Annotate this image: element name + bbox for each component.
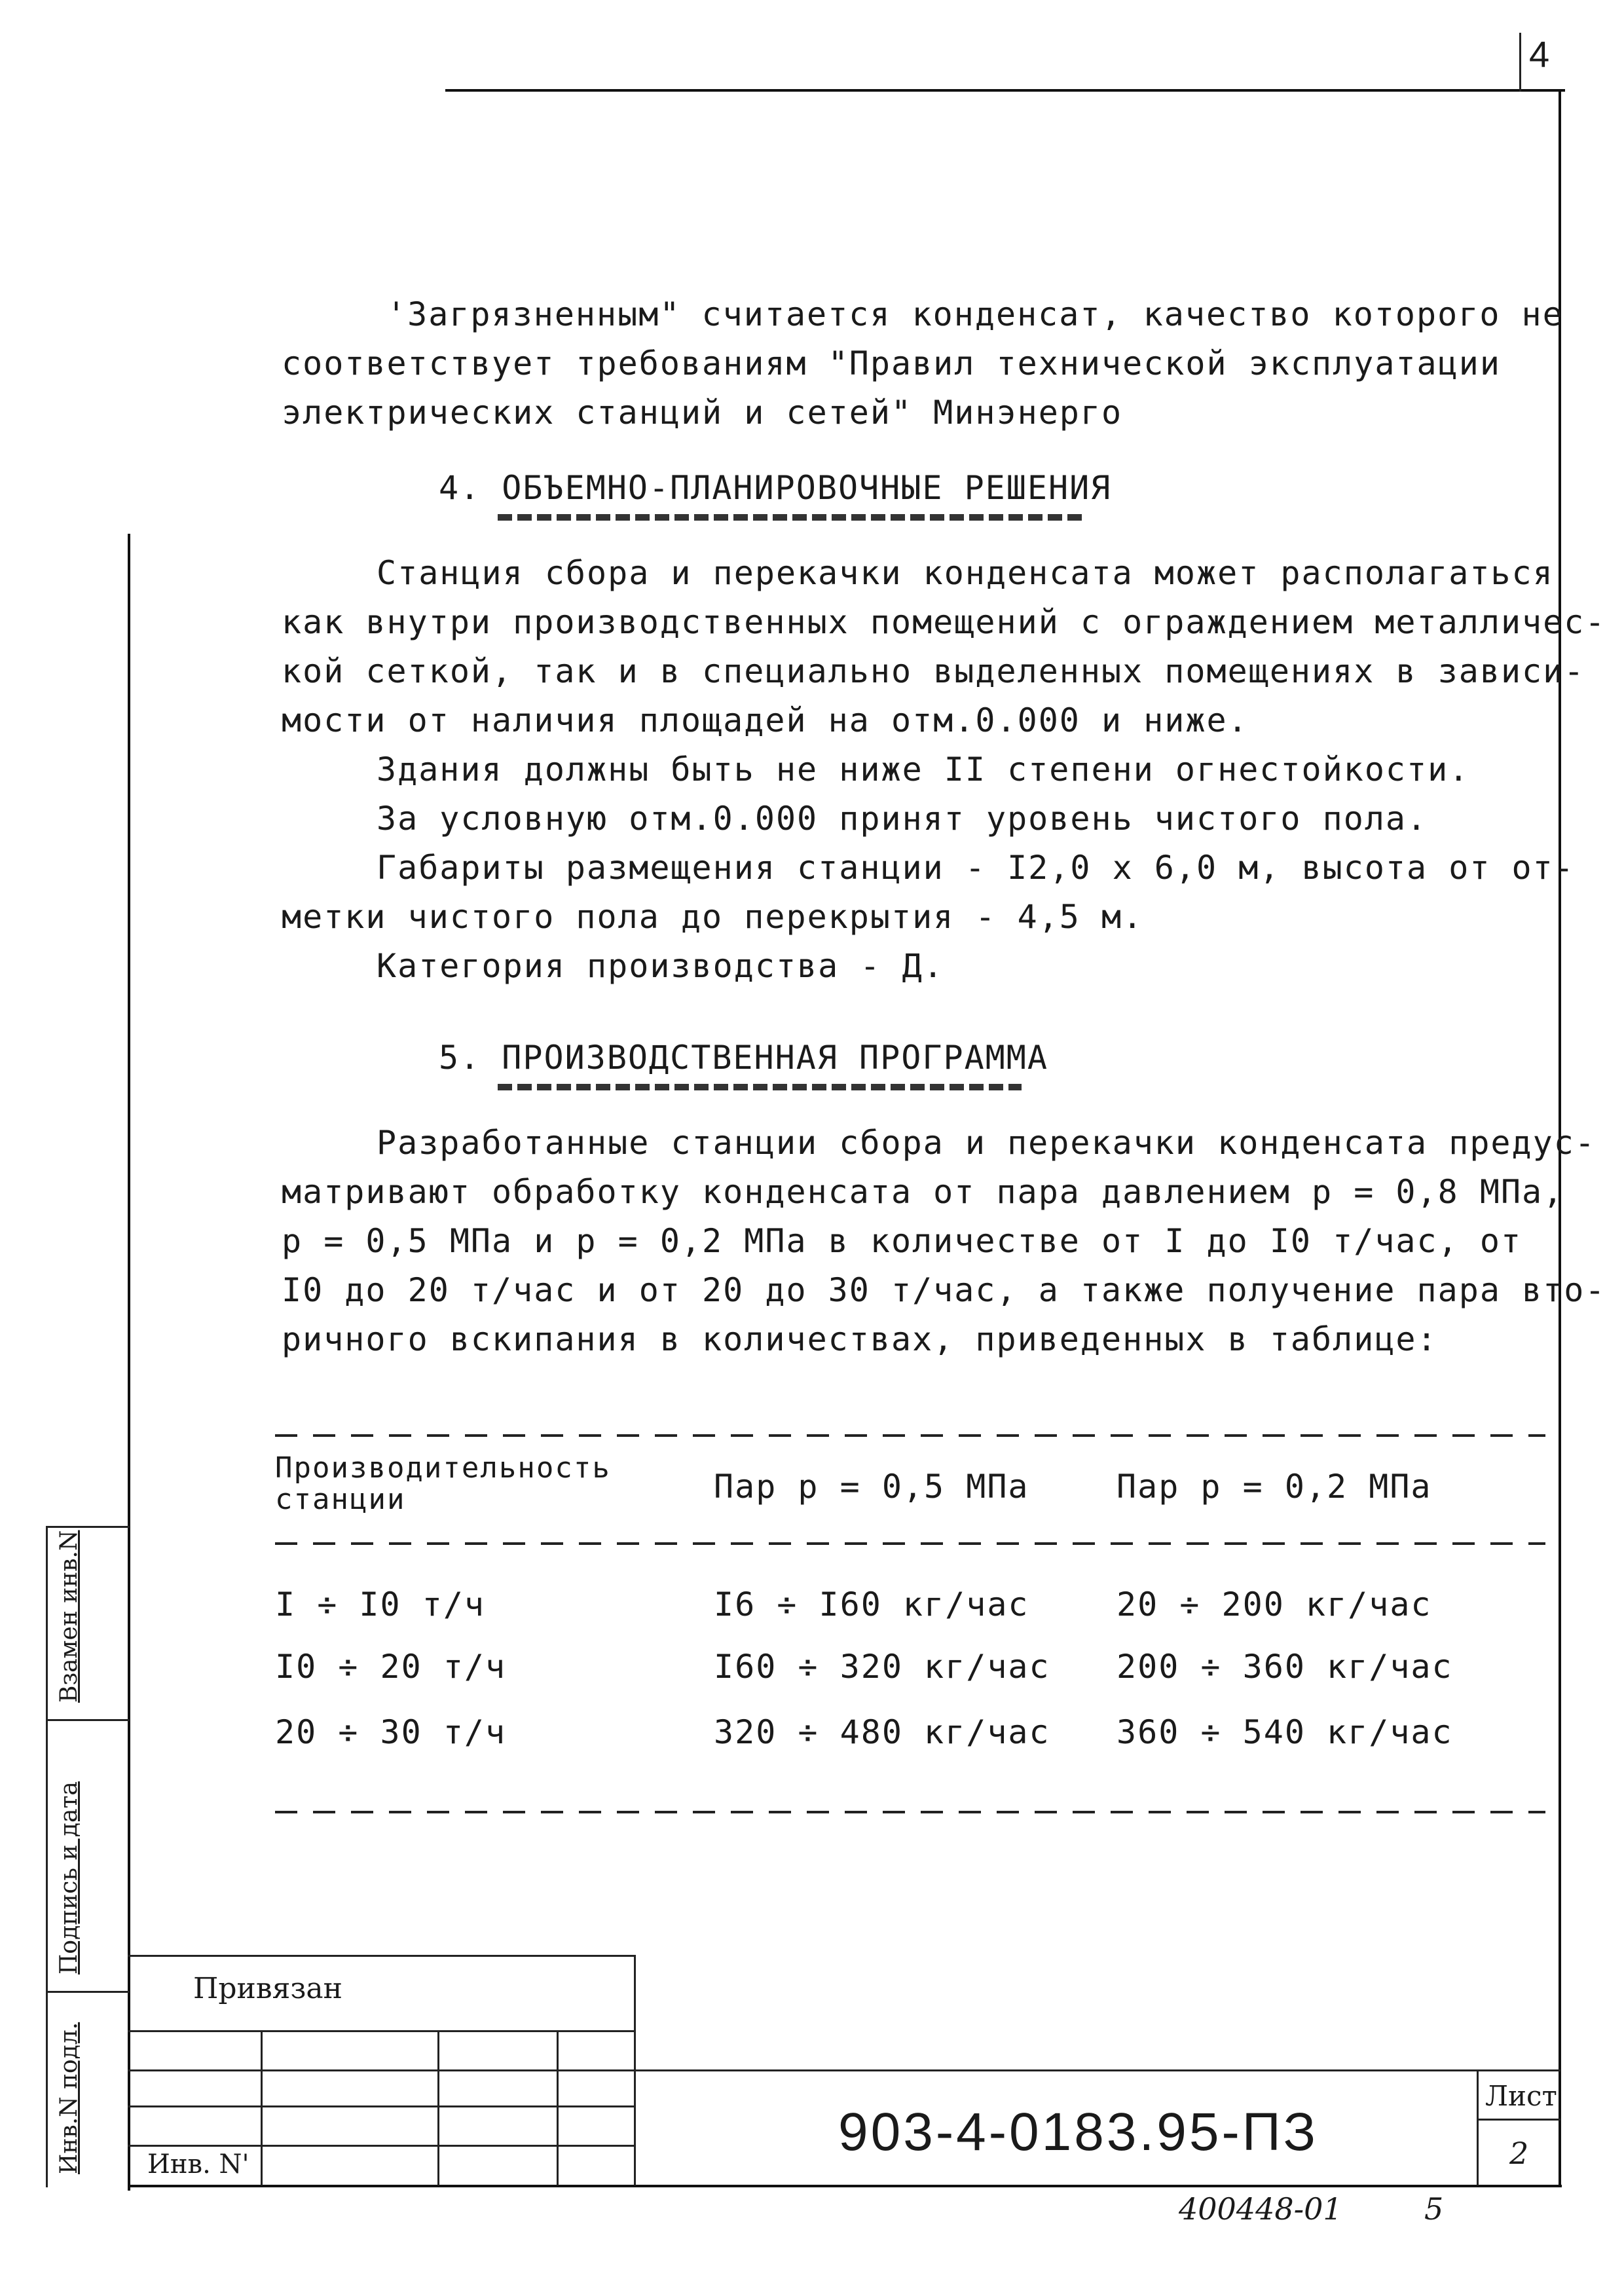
table-header-col1-line1: Производительность [275, 1451, 611, 1485]
table-bottom-dashes [275, 1811, 1545, 1813]
table-row1-col3: 20 ÷ 200 кг/час [1116, 1586, 1432, 1623]
top-frame-line [445, 89, 1565, 92]
stamp-doc-number: 903-4-0183.95-ПЗ [838, 2102, 1319, 2162]
table-row3-col3: 360 ÷ 540 кг/час [1116, 1713, 1453, 1751]
section5-title: 5. ПРОИЗВОДСТВЕННАЯ ПРОГРАММА [439, 1039, 1048, 1077]
stamp-grid-col-1 [261, 2030, 263, 2185]
table-row1-col1: I ÷ I0 т/ч [275, 1586, 486, 1623]
section4-title-underline [498, 514, 1087, 521]
intro-line-3: электрических станций и сетей" Минэнерго [282, 394, 1123, 432]
stamp-grid-line-3 [128, 2105, 635, 2107]
stamp-inv-label: Инв. N' [147, 2149, 249, 2179]
footer-handwritten-code: 400448-01 [1179, 2191, 1342, 2227]
stamp-title-top-line [634, 2069, 1560, 2071]
side-column-left-line [46, 1526, 48, 2187]
table-row2-col1: I0 ÷ 20 т/ч [275, 1648, 507, 1686]
bottom-frame-line [128, 2185, 1562, 2187]
section4-line-9: Категория производства - Д. [377, 947, 944, 985]
stamp-top-line [128, 1955, 635, 1957]
section4-line-3: кой сеткой, так и в специально выделенных помещениях в зависи- [282, 652, 1585, 690]
page-number: 4 [1529, 33, 1550, 75]
side-label-vzam: Взамен инв.N [56, 1530, 83, 1703]
intro-line-1: 'Загрязненным" считается конденсат, качество которого не [386, 295, 1564, 333]
table-row1-col2: I6 ÷ I60 кг/час [714, 1586, 1029, 1623]
stamp-grid-line-2 [128, 2069, 635, 2071]
intro-line-2: соответствует требованиям "Правил технической эксплуатации [282, 344, 1501, 382]
section4-line-8: метки чистого пола до перекрытия - 4,5 м. [282, 898, 1144, 936]
stamp-sheet-label: Лист [1485, 2080, 1557, 2112]
section5-line-3: p = 0,5 МПа и p = 0,2 МПа в количестве от I до I0 т/час, от [282, 1222, 1522, 1260]
side-label-podpis: Подпись и дата [56, 1781, 83, 1975]
stamp-sheet-number: 2 [1509, 2136, 1529, 2171]
stamp-grid-col-3 [557, 2030, 559, 2185]
side-column-divider-2 [46, 1991, 130, 1993]
table-header-col1-line2: станции [275, 1483, 406, 1516]
section4-line-4: мости от наличия площадей на отм.0.000 и ниже. [282, 701, 1249, 739]
table-header-col2: Пар p = 0,5 МПа [714, 1468, 1029, 1506]
side-column-top-line [46, 1526, 130, 1528]
section4-line-1: Станция сбора и перекачки конденсата может располагаться [377, 554, 1554, 592]
table-row2-col3: 200 ÷ 360 кг/час [1116, 1648, 1453, 1686]
side-label-inv-podl: Инв.N подл. [56, 2022, 83, 2174]
side-column-divider-1 [46, 1719, 130, 1721]
section5-line-4: I0 до 20 т/час и от 20 до 30 т/час, а также получение пара вто- [282, 1271, 1606, 1309]
section4-line-2: как внутри производственных помещений с ограждением металличес- [282, 603, 1606, 641]
section4-line-7: Габариты размещения станции - I2,0 х 6,0 м, высота от от- [377, 849, 1575, 887]
table-row3-col2: 320 ÷ 480 кг/час [714, 1713, 1050, 1751]
table-header-dashes [275, 1542, 1545, 1545]
section5-line-2: матривают обработку конденсата от пара давлением p = 0,8 МПа, [282, 1173, 1564, 1211]
page-number-divider [1519, 33, 1521, 92]
stamp-sheet-left-line [1477, 2069, 1479, 2185]
section4-line-5: Здания должны быть не ниже II степени огнестойкости. [377, 751, 1470, 788]
stamp-privyazan: Привязан [193, 1972, 342, 2005]
table-row3-col1: 20 ÷ 30 т/ч [275, 1713, 507, 1751]
table-row2-col2: I60 ÷ 320 кг/час [714, 1648, 1050, 1686]
section5-line-5: ричного вскипания в количествах, приведенных в таблице: [282, 1320, 1438, 1358]
section4-title: 4. ОБЪЕМНО-ПЛАНИРОВОЧНЫЕ РЕШЕНИЯ [439, 469, 1112, 507]
section4-line-6: За условную отм.0.000 принят уровень чистого пола. [377, 800, 1428, 838]
section5-title-underline [498, 1084, 1022, 1090]
table-top-dashes [275, 1434, 1545, 1437]
stamp-sheet-mid-line [1477, 2119, 1560, 2121]
stamp-grid-col-2 [437, 2030, 439, 2185]
stamp-grid-line-4 [128, 2145, 635, 2147]
stamp-grid-line-1 [128, 2030, 635, 2032]
section5-line-1: Разработанные станции сбора и перекачки конденсата предус- [377, 1124, 1596, 1162]
footer-handwritten-number: 5 [1424, 2191, 1444, 2227]
table-header-col3: Пар p = 0,2 МПа [1116, 1468, 1432, 1506]
left-frame-line [128, 534, 130, 2191]
